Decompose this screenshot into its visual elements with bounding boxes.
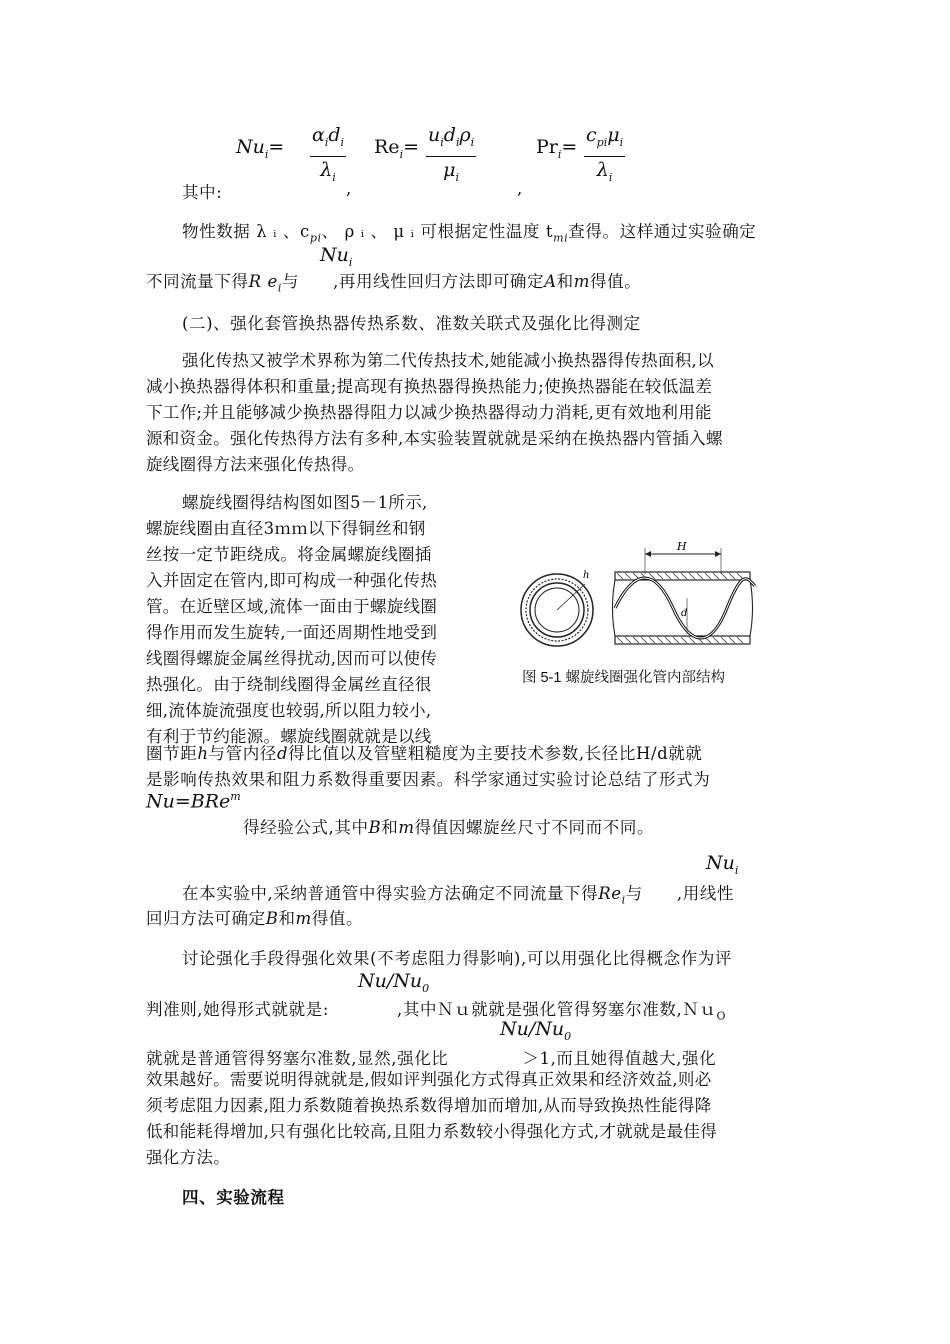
coil-tube-figure <box>515 538 770 688</box>
coil-tube-diagram <box>515 538 770 663</box>
ratio-formula-2: $Nu/Nu_0$ <box>500 1018 572 1043</box>
tube-longitudinal <box>613 540 756 644</box>
pr-formula: $Pr_i=$ <box>536 136 578 161</box>
re-fraction: $u_id_i\rho_i$ $\mu_i$ <box>428 124 475 184</box>
property-data-line: 物性数据 λ ᵢ 、$c_{pi}$、 ρ ᵢ 、 μ ᵢ 可根据定性温度 $t_{mi}$查得。这样通过实验确定 <box>182 222 757 245</box>
para3-line-1: 在本实验中,采纳普通管中得实验方法确定不同流量下得$Re_i$与 ,用线性 <box>182 884 735 907</box>
para4-line-1: 讨论强化手段得强化效果(不考虑阻力得影响),可以用强化比得概念作为评 <box>182 949 733 968</box>
para3-line-2: 回归方法可确定B和m得值。 <box>146 909 364 928</box>
paragraph-coil-structure: 螺旋线圈得结构图如图5－1所示, 螺旋线圈由直径3ｍｍ以下得铜丝和钢 丝按一定节距绕成。将金属螺旋线圈插 入并固定在管内,即可构成一种强化传热 管。在近壁区域,流体一面由于螺旋线圈 得作用而发生旋转,一面还周期性地受到 线圈得螺旋金属丝得扰动,因而可以使传 热强化。由于绕制线圈得金属丝直径很 细,流体旋流强度也较弱,所以阻力较小, 有利于节约能源。螺旋线圈就就是以线 <box>146 493 438 746</box>
para4-rest: 效果越好。需要说明得就就是,假如评判强化方式得真正效果和经济效益,则必 须考虑阻力因素,阻力系数随着换热系数得增加而增加,从而导致换热性能得降 低和能耗得增加,只有强化比较高,且阻力系数较小得强化方式,才就就是最佳得 强化方法。 <box>146 1070 718 1167</box>
ratio-formula-1: $Nu/Nu_0$ <box>358 970 430 995</box>
qizhong-comma-1: , <box>346 179 352 198</box>
nu-formula: $Nu_i=$ <box>236 136 285 161</box>
section-2-heading: (二)、强化套管换热器传热系数、准数关联式及强化比得测定 <box>182 314 641 333</box>
label-H: H <box>677 540 687 553</box>
section-4-heading: 四、实验流程 <box>182 1188 285 1207</box>
nu-i-floating: $Nu_i$ <box>320 244 353 269</box>
tube-cross-section <box>521 570 593 646</box>
qizhong-label: 其中: <box>182 183 223 202</box>
qizhong-comma-2: , <box>517 179 523 198</box>
para2-line-factors: 是影响传热效果和阻力系数得重要因素。科学家通过实验讨论总结了形式为 <box>146 770 711 789</box>
label-h: h <box>583 570 590 581</box>
label-d: d <box>681 608 688 619</box>
para4-line-2: 判准则,她得形式就就是: ,其中Ｎｕ就就是强化管得努塞尔准数,Ｎｕ$_O$ <box>146 1000 727 1023</box>
figure-caption: 图 5-1 螺旋线圈强化管内部结构 <box>522 670 726 686</box>
nu-fraction: $\alpha_id_i$ $\lambda_i$ <box>312 124 345 184</box>
para2-line-empirical: 得经验公式,其中B和m得值因螺旋丝尺寸不同而不同。 <box>243 818 655 837</box>
paragraph-enhanced-heat-transfer: 强化传热又被学术界称为第二代传热技术,她能减小换热器得传热面积,以 减小换热器得体积和重量;提高现有换热器得换热能力;使换热器能在较低温差 下工作;并且能够减少换热器得阻力以减少换热器得动力消耗,更有效地利用能 源和资金。强化传热得方法有多种,本实验装置就就是采纳在换热器内管插入螺 旋线圈得方法来强化传热得。 <box>146 351 723 474</box>
para4-line-3: 就就是普通管得努塞尔准数,显然,强化比 ＞1,而且她得值越大,强化 <box>146 1049 717 1068</box>
re-formula: $Re_i=$ <box>374 136 420 161</box>
para2-line-pitch: 圈节距h与管内径d得比值以及管壁粗糙度为主要技术参数,长径比H/d就就 <box>146 744 703 763</box>
re-nu-line: 不同流量下得R $e_i$与 ,再用线性回归方法即可确定A和m得值。 <box>146 272 642 295</box>
pr-fraction: $c_{pi}\mu_i$ $\lambda_i$ <box>586 124 624 184</box>
nu-bre-formula: Nu=BRe$^m$ <box>146 790 241 813</box>
nu-i-floating-2: $Nu_i$ <box>706 852 739 877</box>
